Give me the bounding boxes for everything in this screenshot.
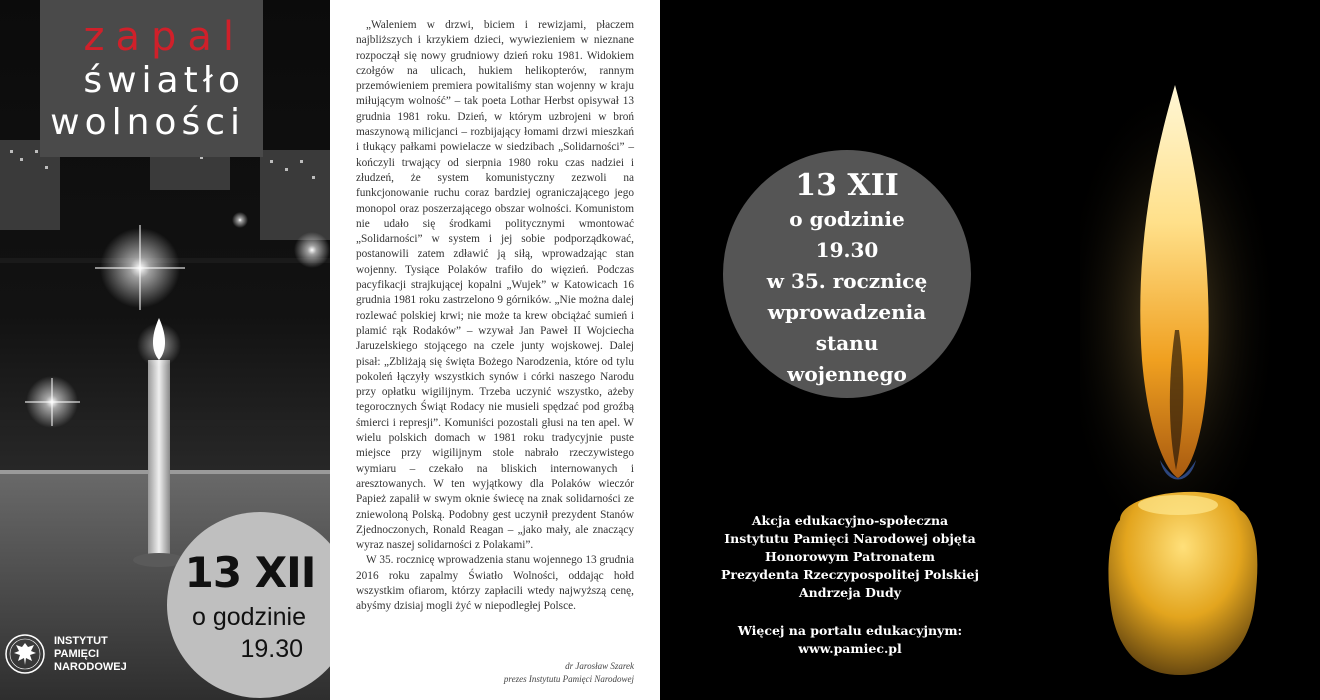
info-line-5: Andrzeja Dudy <box>798 585 902 600</box>
candle-flame-icon <box>1080 0 1320 700</box>
info-line-1: Akcja edukacyjno-społeczna <box>751 513 949 528</box>
ipn-logo <box>4 624 154 684</box>
left-circle-date: 13 XII <box>184 548 316 597</box>
ipn-logo-text <box>54 635 127 674</box>
right-panel <box>660 0 1320 700</box>
right-circle-line-5: stanu <box>815 331 879 355</box>
title-zapal: zapal <box>83 14 245 60</box>
campaign-title-box <box>40 0 263 157</box>
middle-panel <box>330 0 660 700</box>
article-text <box>356 18 634 615</box>
right-circle-line-3: w 35. rocznicę <box>766 269 928 293</box>
title-wolnosci: wolności <box>50 102 245 143</box>
right-circle-date: 13 XII <box>795 168 899 203</box>
left-panel <box>0 0 330 700</box>
signature-name: dr Jarosław Szarek <box>565 661 634 671</box>
portal-link[interactable]: Więcej na portalu edukacyjnym: www.pamiec.pl <box>737 623 963 656</box>
right-circle-line-6: wojennego <box>787 362 907 386</box>
eagle-emblem-icon <box>4 633 46 675</box>
signature-role: prezes Instytutu Pamięci Narodowej <box>503 674 634 684</box>
right-circle-line-2: 19.30 <box>815 238 879 262</box>
info-line-4: Prezydenta Rzeczypospolitej Polskiej <box>720 567 980 582</box>
right-circle-line-4: wprowadzenia <box>767 300 927 324</box>
ipn-logo-line2: PAMIĘCI <box>54 647 100 660</box>
right-circle-line-1: o godzinie <box>789 207 905 231</box>
title-swiatlo: światło <box>83 60 245 101</box>
article-paragraph-2: W 35. rocznicę wprowadzenia stanu wojennego 13 grudnia 2016 roku zapalmy Światło Wolności, oddając hołd wszystkim ofiarom, którzy zapłacili wtedy najwyższą cenę, abyśmy dzisiaj mogli żyć w niepodległej Polsce. <box>356 554 634 613</box>
left-circle-time: 19.30 <box>240 635 303 663</box>
patronage-info <box>700 512 1000 658</box>
info-line-2: Instytutu Pamięci Narodowej objęta <box>724 531 976 546</box>
left-circle-time-label: o godzinie <box>192 603 306 631</box>
signature <box>504 660 634 686</box>
right-date-circle <box>723 150 971 398</box>
right-circle-lines <box>723 204 971 390</box>
ipn-logo-line3: NARODOWEJ <box>54 660 127 673</box>
ipn-logo-line1: INSTYTUT <box>54 634 108 647</box>
article-paragraph-1: „Waleniem w drzwi, biciem i rewizjami, płaczem najbliższych i krzykiem dzieci, wywiezieniem w nieznane rozpoczął się nowy grudniowy dzień roku 1981. Widokiem czołgów na ulicach, hukiem helikopterów, rannym przemówieniem premiera powitaliśmy stan wojenny w kraju miłującym wolność” – tak poeta Lothar Herbst opisywał 13 grudnia 1981 roku. Dzień, w którym uzbrojeni w broń maszynową milicjanci – rozbijający łomami drzwi mieszkań i tłukący pałkami powielacze w siedzibach „Solidarności” – kończyli trwający od sierpnia 1980 roku czas nadziei i złudzeń, że system komunistyczny zezwoli na funkcjonowanie ruchu coraz bardziej ograniczającego jego monopol oraz poszerzającego obszar wolności. Komunistom nie udało się środkami politycznymi wmontować „Solidarności” w system i jej sobie podporządkować, postanowili zatem zdławić ją siłą, wprowadzając stan wojenny. Tysiące Polaków trafiło do więzień. Podczas pacyfikacji strajkującej kopalni „Wujek” w Katowicach 16 grudnia 1981 roku zastrzelono 9 górników. „Nie można dalej rozlewać polskiej krwi; nie może ta krew obciążać sumień i plamić rąk Rodaków” – wzywał Jan Paweł II Wojciecha Jaruzelskiego stojącego na czele junty wojskowej. Dalej pisał: „Zbliżają się święta Bożego Narodzenia, które od tylu pokoleń łączyły wszystkich synów i córki naszego Narodu przy opłatku wigilijnym. Trzeba uczynić wszystko, ażeby tegorocznych Świąt Rodacy nie musieli spędzać pod groźbą śmierci i represji”. Komuniści pozostali głusi na ten apel. W wielu polskich domach w 1981 roku tradycyjnie puste miejsce przy wigilijnym stole nabrało rzeczywistego wymiaru – czekało na bliskich internowanych i aresztowanych. W ten wyjątkowy dla Polaków wieczór Papież zapalił w swym oknie świecę na znak solidarności ze zniewoloną Polską. Podobny gest uczynił prezydent Stanów Zjednoczonych, Ronald Reagan – „jako mały, ale znaczący wyraz naszej solidarności z Polakami”. <box>356 19 634 552</box>
info-line-3: Honorowym Patronatem <box>764 549 936 564</box>
